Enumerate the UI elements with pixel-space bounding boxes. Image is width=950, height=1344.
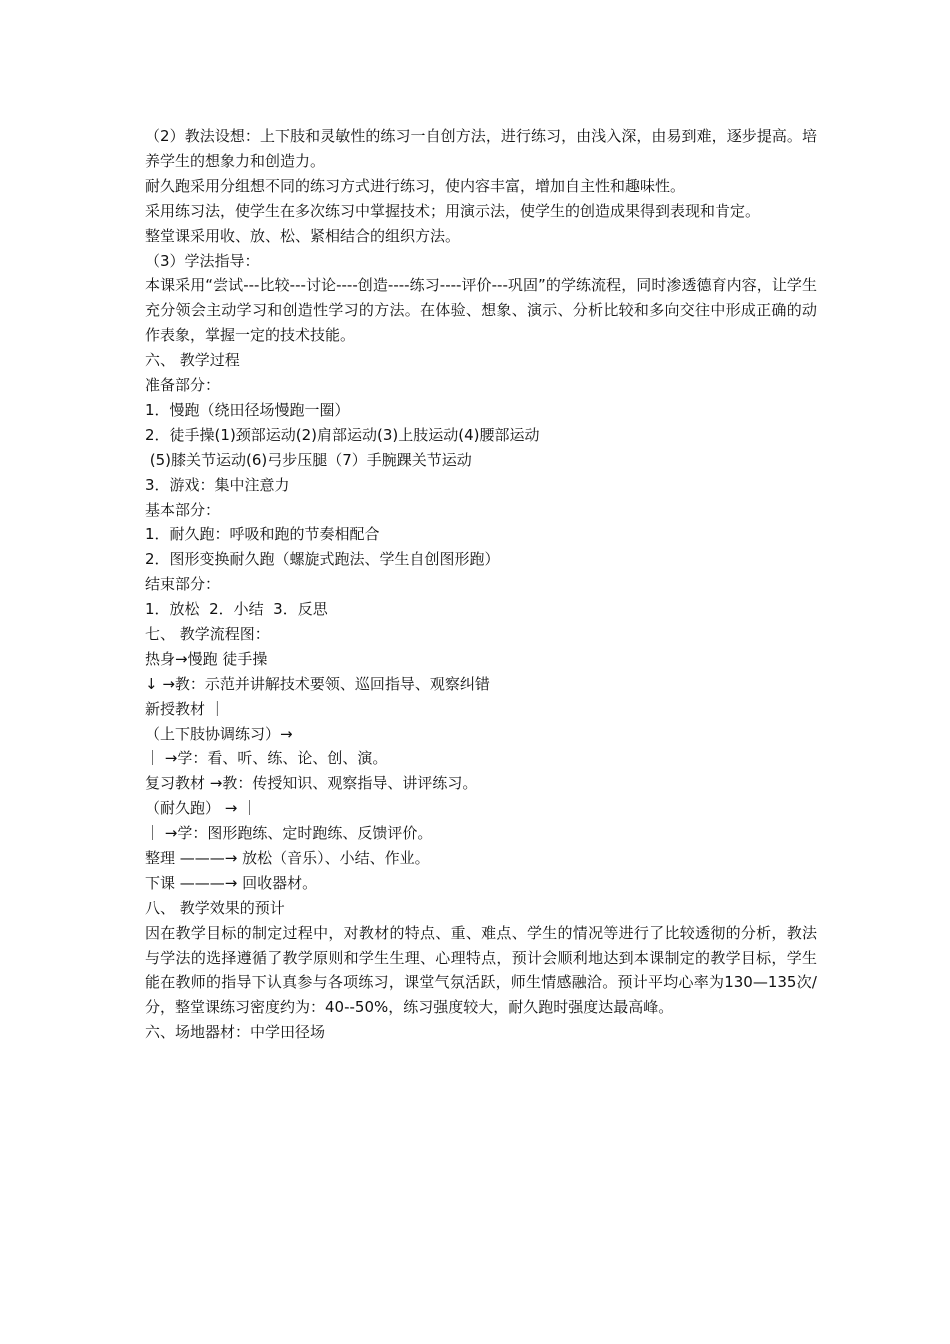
prep-item-2-cont: (5)膝关节运动(6)弓步压腿（7）手腕踝关节运动 [145, 450, 472, 469]
basic-item-2: 2．图形变换耐久跑（螺旋式跑法、学生自创图形跑） [145, 550, 500, 569]
learning-guidance-heading: （3）学法指导： [145, 251, 260, 270]
flow-line-2: ↓ →教：示范并讲解技术要领、巡回指导、观察纠错 [145, 674, 490, 693]
section-heading-process: 六、 教学过程 [145, 351, 240, 370]
prep-item-1: 1．慢跑（绕田径场慢跑一圈） [145, 400, 350, 419]
flow-line-5: ｜ →学：看、听、练、论、创、演。 [145, 749, 388, 768]
end-items: 1．放松 2．小结 3．反思 [145, 600, 328, 619]
endurance-run-paragraph: 耐久跑采用分组想不同的练习方式进行练习，使内容丰富，增加自主性和趣味性。 [145, 176, 686, 195]
section-heading-effect: 八、 教学效果的预计 [145, 898, 285, 917]
section-heading-flowchart: 七、 教学流程图： [145, 624, 270, 643]
basic-item-1: 1．耐久跑：呼吸和跑的节奏相配合 [145, 525, 380, 544]
flow-line-7: （耐久跑） → ｜ [145, 799, 258, 818]
teaching-method-paragraph: （2）教法设想：上下肢和灵敏性的练习一自创方法，进行练习，由浅入深，由易到难，逐步提高。培养学生的想象力和创造力。 [145, 127, 817, 170]
flow-line-3: 新授教材 ｜ [145, 699, 225, 718]
end-part-heading: 结束部分： [145, 575, 221, 594]
flow-line-9: 整理 ———→ 放松（音乐）、小结、作业。 [145, 848, 430, 867]
learning-flow-paragraph: 本课采用“尝试---比较---讨论----创造----练习----评价---巩固”的学练流程，同时渗透德育内容，让学生充分领会主动学习和创造性学习的方法。在体验、想象、演示、分析比较和多向交往中形成正确的动作表象，掌握一定的技术技能。 [145, 276, 817, 345]
prep-item-2: 2．徒手操(1)颈部运动(2)肩部运动(3)上肢运动(4)腰部运动 [145, 425, 540, 444]
prep-part-heading: 准备部分： [145, 376, 221, 395]
flow-line-1: 热身→慢跑 徒手操 [145, 649, 268, 668]
document-page [145, 124, 817, 1045]
organization-paragraph: 整堂课采用收、放、松、紧相结合的组织方法。 [145, 226, 461, 245]
flow-line-8: ｜ →学：图形跑练、定时跑练、反馈评价。 [145, 824, 433, 843]
basic-part-heading: 基本部分： [145, 500, 221, 519]
effect-paragraph: 因在教学目标的制定过程中，对教材的特点、重、难点、学生的情况等进行了比较透彻的分析，教法与学法的选择遵循了教学原则和学生生理、心理特点，预计会顺利地达到本课制定的教学目标，学生能在教师的指导下认真参与各项练习，课堂气氛活跃，师生情感融洽。预计平均心率为130—135次/分，整堂课练习密度约为：40--50%，练习强度较大，耐久跑时强度达最高峰。 [145, 923, 817, 1017]
venue-equipment-line: 六、场地器材：中学田径场 [145, 1023, 326, 1042]
prep-item-3: 3．游戏：集中注意力 [145, 475, 290, 494]
practice-method-paragraph: 采用练习法，使学生在多次练习中掌握技术；用演示法，使学生的创造成果得到表现和肯定。 [145, 201, 761, 220]
flow-line-4: （上下肢协调练习）→ [145, 724, 293, 743]
flow-line-6: 复习教材 →教：传授知识、观察指导、讲评练习。 [145, 774, 478, 793]
flow-line-10: 下课 ———→ 回收器材。 [145, 873, 318, 892]
